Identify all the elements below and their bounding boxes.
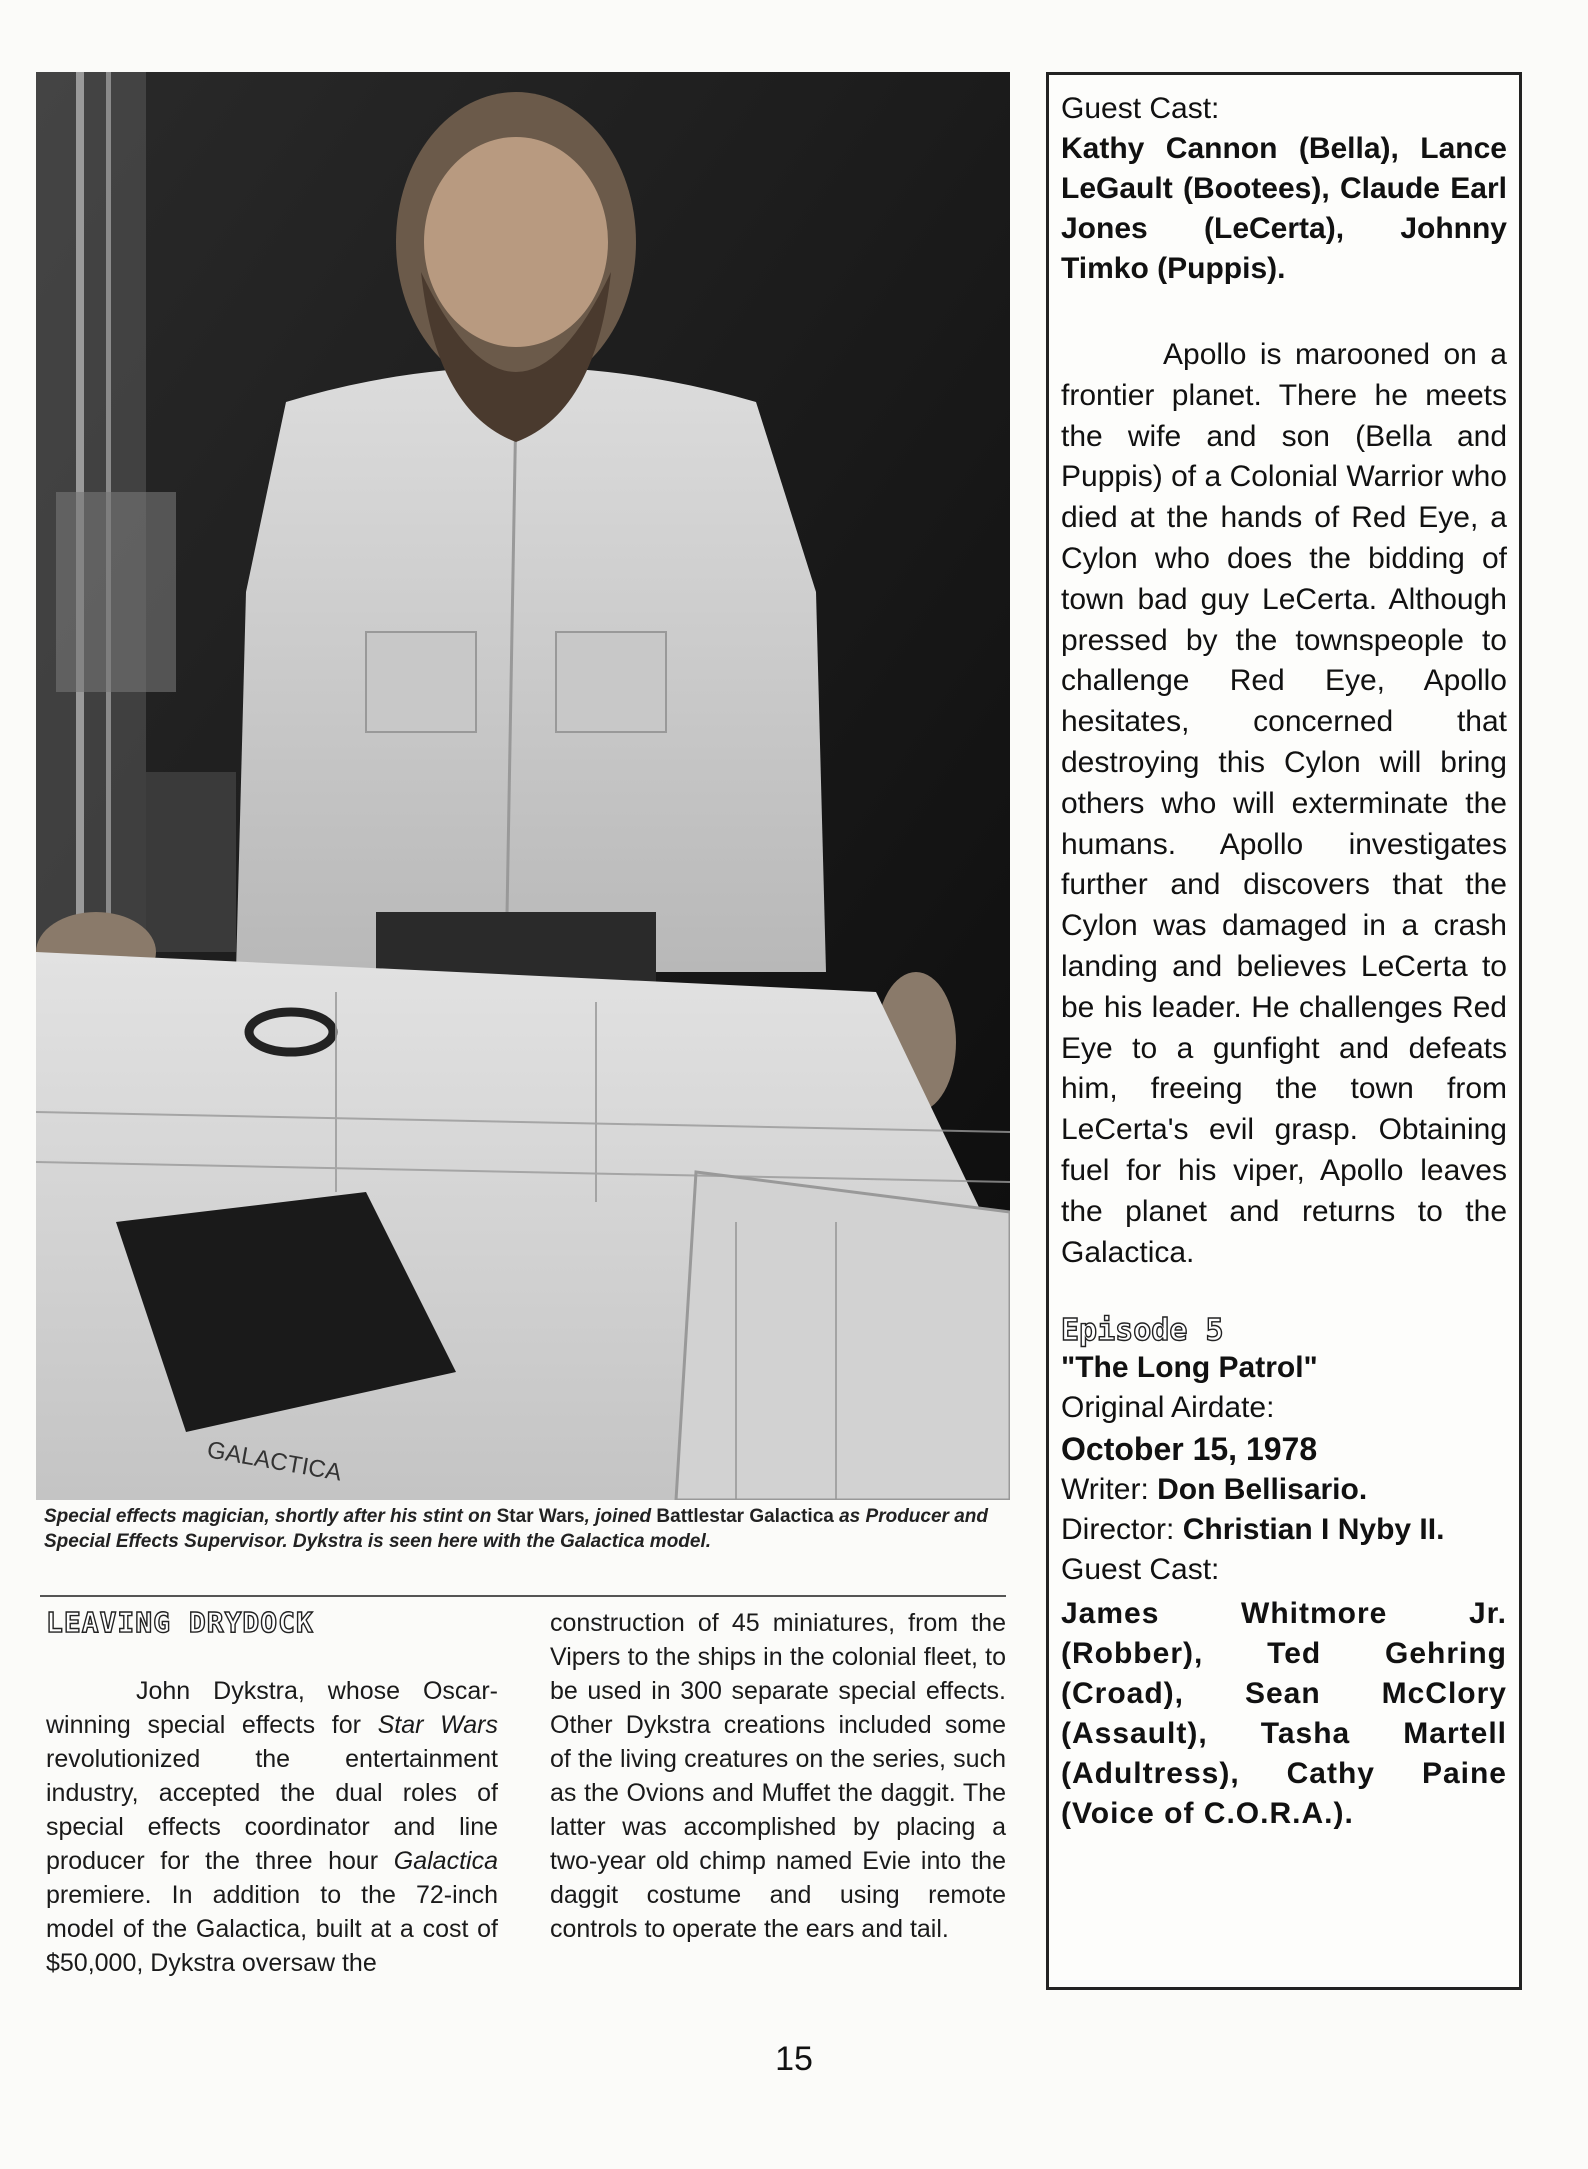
airdate-label: Original Airdate: bbox=[1061, 1391, 1275, 1425]
section-heading: LEAVING DRYDOCK bbox=[46, 1606, 314, 1639]
airdate: October 15, 1978 bbox=[1061, 1431, 1318, 1468]
episode-synopsis: Apollo is marooned on a frontier planet. There he meets the wife and son (Bella and Puppis) of a Colonial Warrior who died at the hands of Red Eye, a Cylon who does the bidding of town bad guy LeCerta. Although pressed by the townspeople to challenge Red Eye, Apollo hesitates, concerned that destroying this Cylon will bring others who will exterminate the humans. Apollo investigates further and discovers that the Cylon was damaged in a crash landing and believes LeCerta to be his leader. He challenges Red Eye to a gunfight and defeats him, freeing the town from LeCerta's evil grasp. Obtaining fuel for his viper, Apollo leaves the planet and returns to the Galactica. bbox=[1061, 338, 1507, 1269]
guest-cast-2: James Whitmore Jr. (Robber), Ted Gehring (Croad), Sean McClory (Assault), Tasha Martell (Adultress), Cathy Paine (Voice of C.O.R.A.). bbox=[1061, 1597, 1507, 1831]
article-column-middle: construction of 45 miniatures, from the Vipers to the ships in the colonial fleet, to be used in 300 separate special effects. Other Dykstra creations included some of the living creatures on the series, such as the Ovions and Muffet the daggit. The latter was accomplished by placing a two-year old chimp named Evie into the daggit costume and using remote controls to operate the ears and tail. bbox=[550, 1609, 1006, 1943]
guest-cast: Kathy Cannon (Bella), Lance LeGault (Bootees), Claude Earl Jones (LeCerta), Johnny Timko (Puppis). bbox=[1061, 132, 1507, 285]
model-label: GALACTICA bbox=[204, 1436, 344, 1487]
guest-cast-label: Guest Cast: bbox=[1061, 92, 1220, 125]
page-number: 15 bbox=[775, 2040, 813, 2078]
director-line: Director: Christian I Nyby II. bbox=[1061, 1513, 1445, 1547]
article-column-left: John Dykstra, whose Oscar-winning special effects for Star Wars revolutionized the entertainment industry, accepted the dual roles of special effects coordinator and line producer for the three hour Galactica premiere. In addition to the 72-inch model of the Galactica, built at a cost of $50,000, Dykstra oversaw the bbox=[46, 1677, 499, 1977]
episode-number: Episode 5 bbox=[1061, 1313, 1224, 1349]
photo-john-dykstra bbox=[36, 72, 1010, 1500]
guest-cast-label-2: Guest Cast: bbox=[1061, 1553, 1220, 1587]
writer-line: Writer: Don Bellisario. bbox=[1061, 1473, 1368, 1507]
photo-illustration bbox=[36, 72, 1010, 1500]
episode-sidebar bbox=[1046, 72, 1522, 1990]
photo-caption: Special effects magician, shortly after his stint on Star Wars, joined Battlestar Galactica as Producer and Special Effects Supervisor. Dykstra is seen here with the Galactica model. bbox=[44, 1506, 988, 1552]
caption-divider bbox=[40, 1595, 1006, 1597]
episode-title: "The Long Patrol" bbox=[1061, 1351, 1318, 1385]
